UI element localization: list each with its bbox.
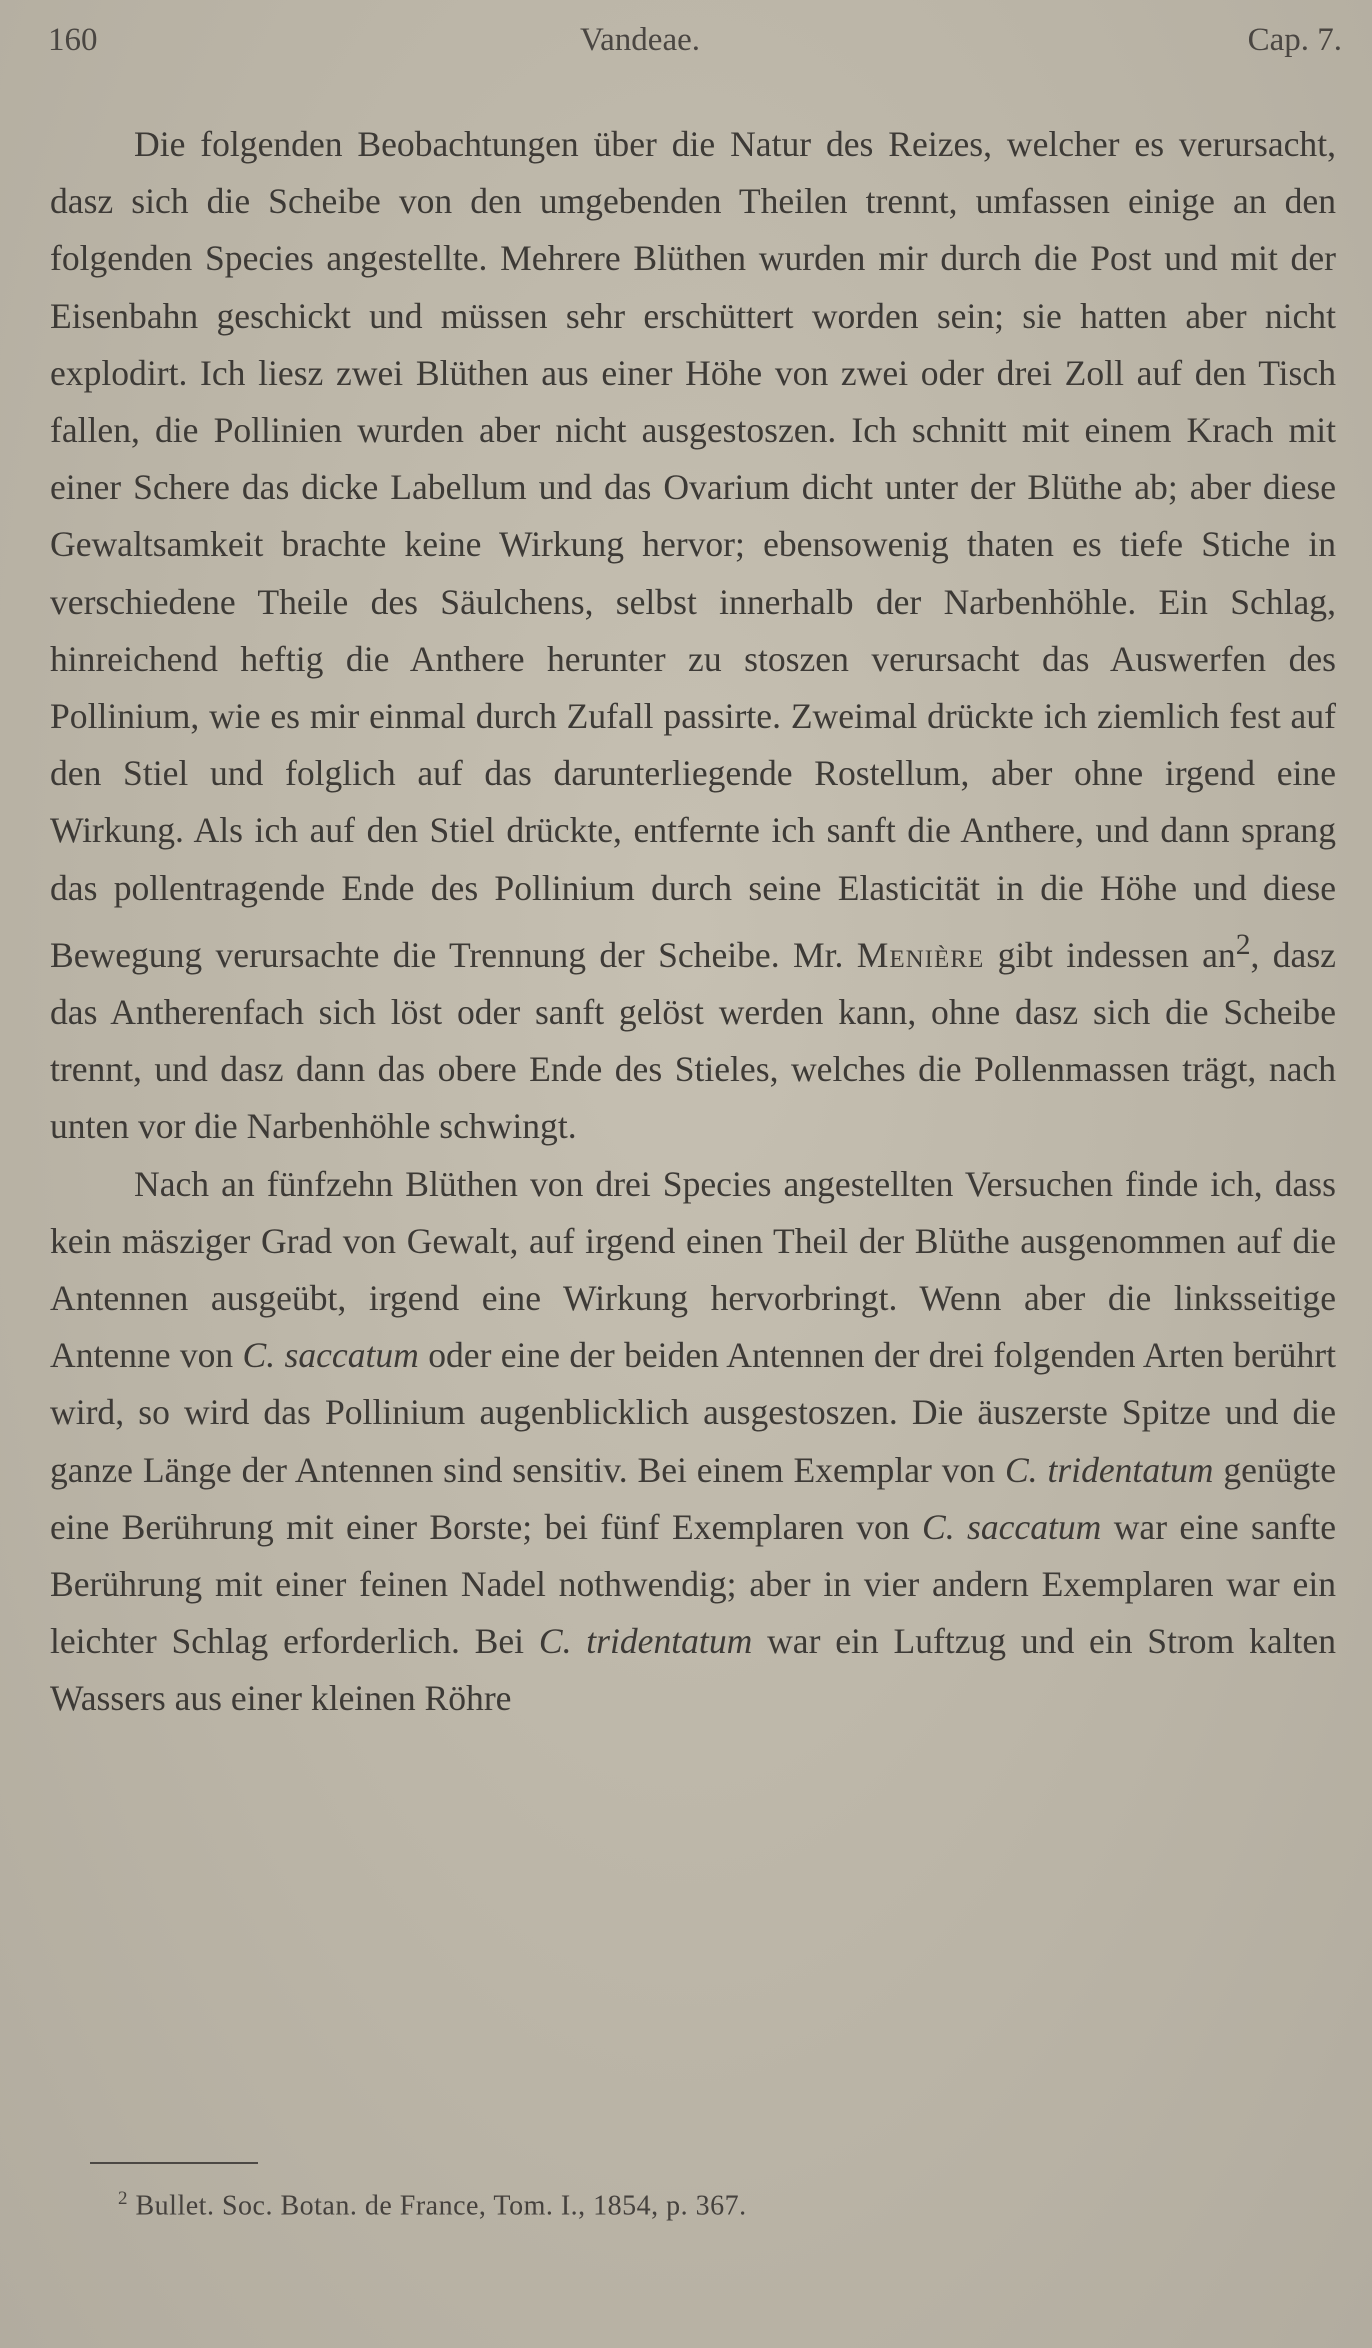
paragraph-1-text-a: Die folgenden Beobachtungen über die Natur des Reizes, welcher es verursacht, dasz sich die Scheibe von den umgebenden Theilen trennt, umfassen einige an den folgenden Species angestellte. Mehrere Blüthen wurden mir durch die Post und mit der Eisenbahn geschickt und müssen sehr erschüttert worden sein; sie hatten aber nicht explodirt. Ich liesz zwei Blüthen aus einer Höhe von zwei oder drei Zoll auf den Tisch fallen, die Pollinien wurden aber nicht ausgestoszen. Ich schnitt mit einem Krach mit einer Schere das dicke Labellum und das Ovarium dicht unter der Blüthe ab; aber diese Gewaltsamkeit brachte keine Wirkung hervor; ebensowenig thaten es tiefe Stiche in verschiedene Theile des Säulchens, selbst innerhalb der Narbenhöhle. Ein Schlag, hinreichend heftig die Anthere herunter zu stoszen verursacht das Auswerfen des Pollinium, wie es mir einmal durch Zufall passirte. Zweimal drückte ich ziemlich fest auf den Stiel und folglich auf das darunterliegende Rostellum, aber ohne irgend eine Wirkung. Als ich auf den Stiel drückte, entfernte ich sanft die Anthere, und dann sprang das pollentragende Ende des Pollinium durch seine Elasticität in die Höhe und diese Bewegung verursachte die Trennung der Scheibe. Mr.	[50, 124, 1336, 975]
paragraph-2-text-3: genügte eine Berührung mit einer Borste; bei fünf Exemplaren von	[50, 1449, 1336, 1547]
footnote-text: Bullet. Soc. Botan. de France, Tom. I., 1854, p. 367.	[135, 2190, 747, 2222]
paragraph-2-text-2: oder eine der beiden Antennen der drei folgenden Arten berührt wird, so wird das Pollinium augenblicklich ausgestoszen. Die äuszerste Spitze und die ganze Länge der Antennen sind sensitiv. Bei einem Exemplar von	[50, 1335, 1336, 1490]
main-text	[50, 116, 1336, 1728]
paragraph-2	[50, 1156, 1336, 1728]
chapter-label: Cap. 7.	[1247, 22, 1342, 58]
page-number: 160	[48, 22, 98, 58]
species-name: C. tridentatum	[538, 1621, 753, 1662]
footnote-mark: 2	[118, 2188, 128, 2209]
species-name: C. saccatum	[922, 1506, 1102, 1547]
paragraph-1-text-c: , dasz das Antherenfach sich löst oder sanft gelöst werden kann, ohne dasz sich die Scheibe trennt, und dasz dann das obere Ende des Stieles, welches die Pollenmassen trägt, nach unten vor die Narbenhöhle schwingt.	[50, 934, 1336, 1147]
footnote-divider	[90, 2162, 258, 2164]
footnote-reference[interactable]: 2	[1235, 928, 1251, 961]
paragraph-2-text-1: Nach an fünfzehn Blüthen von drei Species angestellten Versuchen finde ich, dass kein mäsziger Grad von Gewalt, auf irgend einen Theil der Blüthe ausgenommen auf die Antennen ausgeübt, irgend eine Wirkung hervorbringt. Wenn aber die linksseitige Antenne von	[50, 1163, 1336, 1376]
paragraph-2-text-5: war ein Luftzug und ein Strom kalten Wassers aus einer kleinen Röhre	[50, 1621, 1336, 1719]
author-name: Menière	[856, 934, 985, 975]
species-name: C. saccatum	[242, 1335, 419, 1376]
paragraph-2-text-4: war eine sanfte Berührung mit einer feinen Nadel nothwendig; aber in vier andern Exemplaren war ein leichter Schlag erforderlich. Bei	[50, 1506, 1336, 1662]
species-name: C. tridentatum	[1004, 1449, 1214, 1490]
running-header	[48, 22, 1342, 72]
running-title: Vandeae.	[579, 22, 700, 58]
paragraph-1-text-b: gibt indessen an	[997, 934, 1236, 975]
paragraph-1	[50, 116, 1336, 1156]
footnote	[118, 2188, 747, 2222]
